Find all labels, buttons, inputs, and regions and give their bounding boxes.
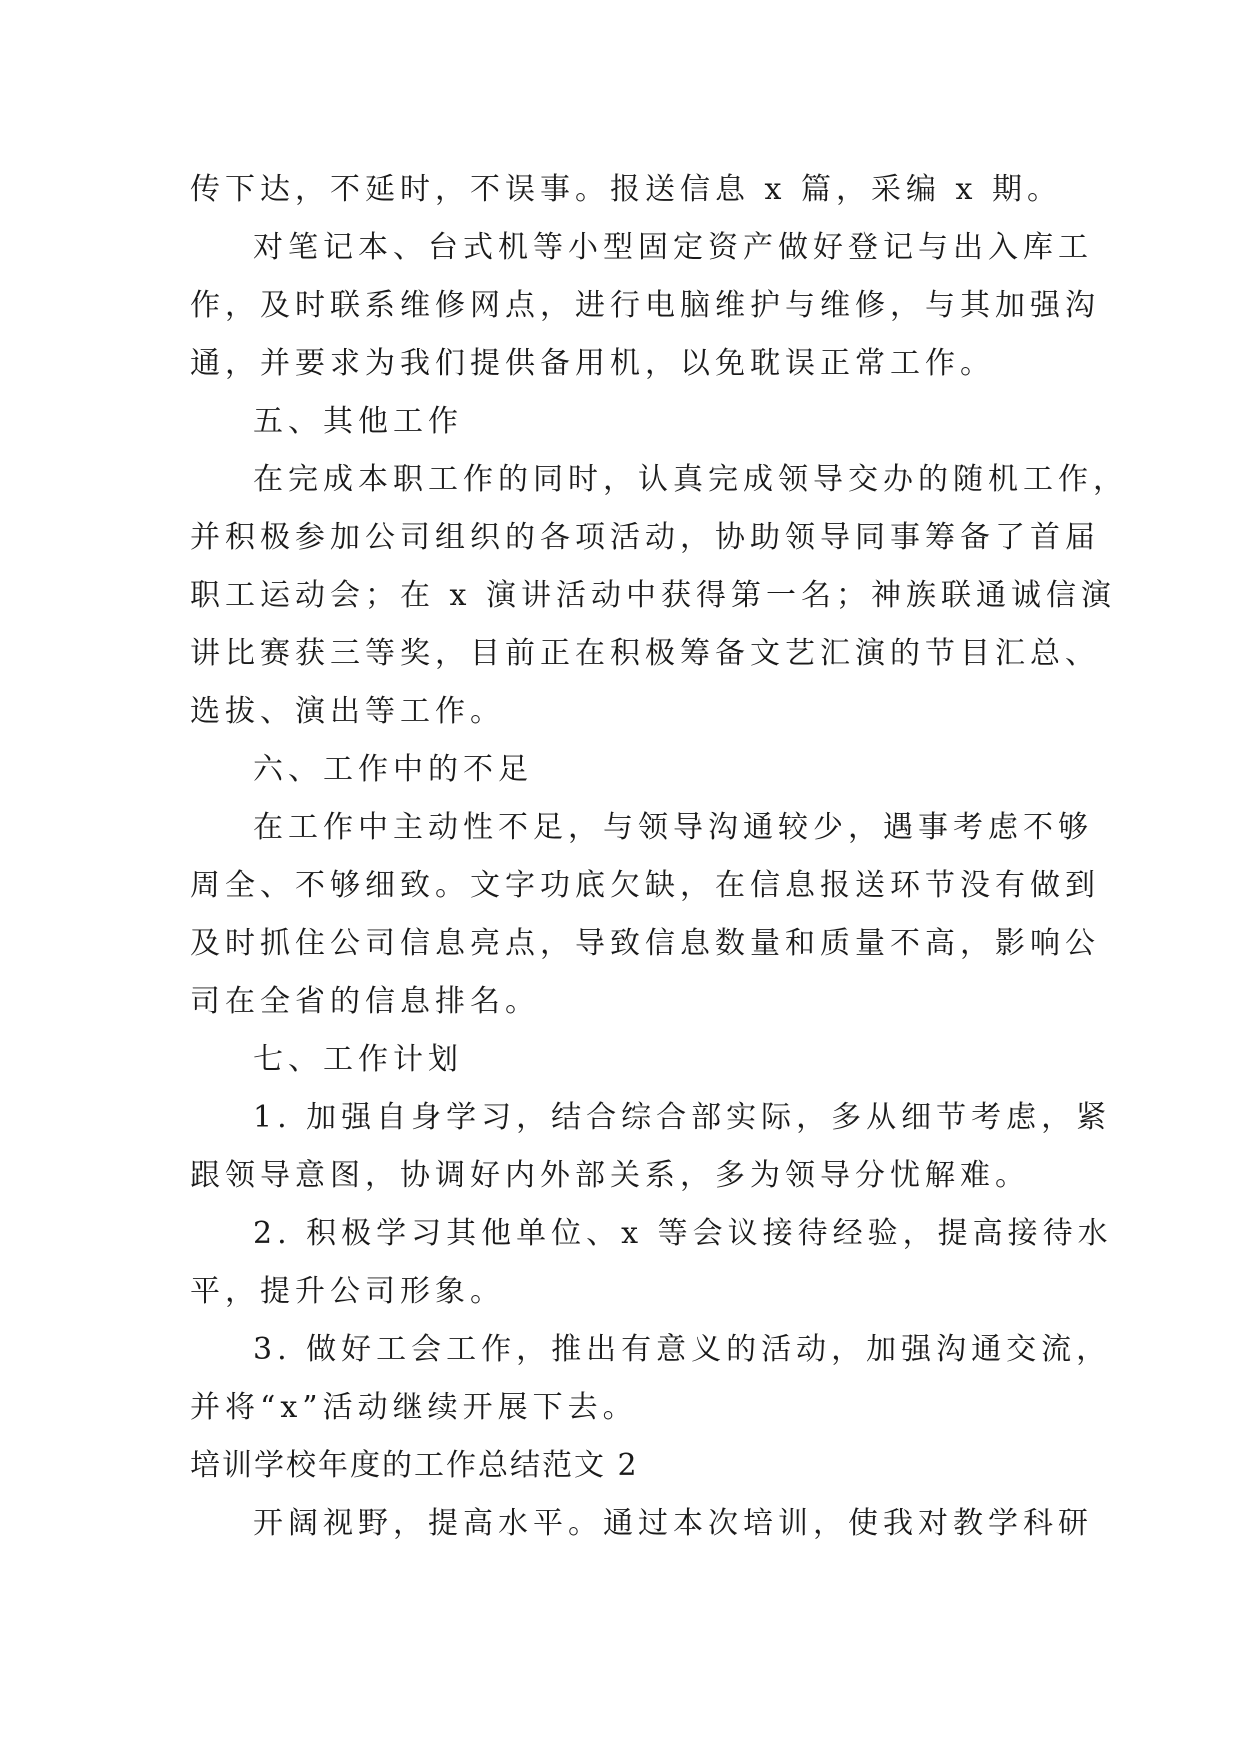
- paragraph-line: 司在全省的信息排名。: [190, 984, 540, 1019]
- section-heading-other-work: 五、其他工作: [253, 404, 463, 439]
- paragraph-line: 开阔视野，提高水平。通过本次培训，使我对教学科研: [253, 1506, 1093, 1541]
- paragraph-line: 作，及时联系维修网点，进行电脑维护与维修，与其加强沟: [190, 288, 1100, 323]
- paragraph-line: 对笔记本、台式机等小型固定资产做好登记与出入库工: [253, 230, 1093, 265]
- section-heading-work-plan: 七、工作计划: [253, 1042, 463, 1077]
- paragraph-line: 跟领导意图，协调好内外部关系，多为领导分忧解难。: [190, 1158, 1030, 1193]
- paragraph-line: 通，并要求为我们提供备用机，以免耽误正常工作。: [190, 346, 995, 381]
- plan-item-2: 2. 积极学习其他单位、x 等会议接待经验，提高接待水: [253, 1216, 1113, 1251]
- paragraph-line: 及时抓住公司信息亮点，导致信息数量和质量不高，影响公: [190, 926, 1100, 961]
- paragraph-line: 平，提升公司形象。: [190, 1274, 505, 1309]
- paragraph-line: 在工作中主动性不足，与领导沟通较少，遇事考虑不够: [253, 810, 1093, 845]
- paragraph-line: 传下达，不延时，不误事。报送信息 x 篇，采编 x 期。: [190, 172, 1062, 207]
- paragraph-line: 职工运动会；在 x 演讲活动中获得第一名；神族联通诚信演: [190, 578, 1116, 613]
- section-heading-shortcomings: 六、工作中的不足: [253, 752, 533, 787]
- plan-item-1: 1. 加强自身学习，结合综合部实际，多从细节考虑，紧: [253, 1100, 1112, 1135]
- paragraph-line: 选拔、演出等工作。: [190, 694, 505, 729]
- paragraph-line: 周全、不够细致。文字功底欠缺，在信息报送环节没有做到: [190, 868, 1100, 903]
- paragraph-line: 在完成本职工作的同时，认真完成领导交办的随机工作，: [253, 462, 1128, 497]
- paragraph-line: 并将“x”活动继续开展下去。: [190, 1390, 638, 1425]
- paragraph-line: 并积极参加公司组织的各项活动，协助领导同事筹备了首届: [190, 520, 1100, 555]
- document-title: 培训学校年度的工作总结范文 2: [190, 1448, 639, 1483]
- plan-item-3: 3. 做好工会工作，推出有意义的活动，加强沟通交流，: [253, 1332, 1112, 1367]
- paragraph-line: 讲比赛获三等奖，目前正在积极筹备文艺汇演的节目汇总、: [190, 636, 1100, 671]
